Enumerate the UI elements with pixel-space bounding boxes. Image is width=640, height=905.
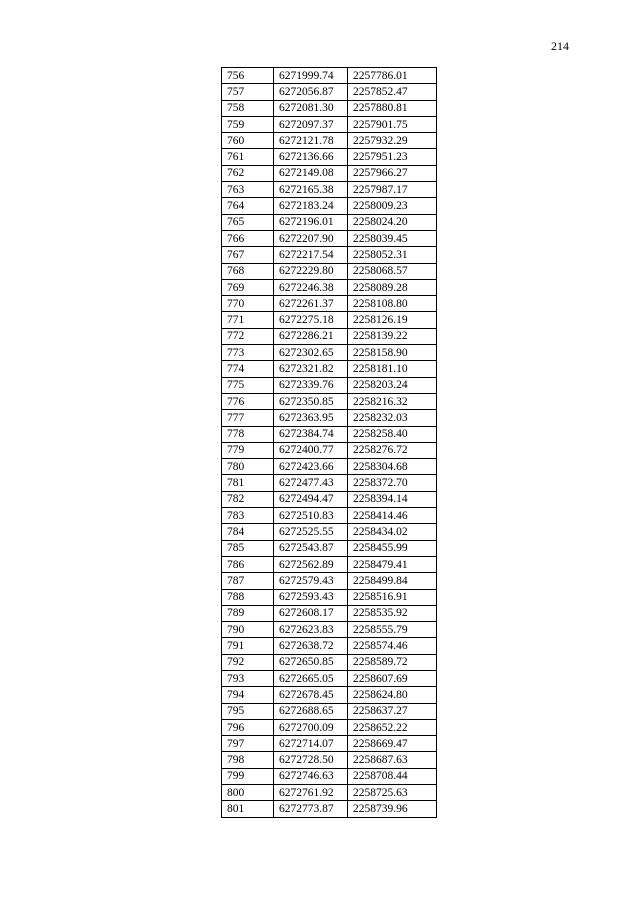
x-coordinate-cell: 6272136.66: [274, 149, 348, 165]
y-coordinate-cell: 2258725.63: [348, 785, 437, 801]
page-number: 214: [551, 39, 569, 53]
x-coordinate-cell: 6272183.24: [274, 198, 348, 214]
x-coordinate-cell: 6272363.95: [274, 410, 348, 426]
y-coordinate-cell: 2258158.90: [348, 345, 437, 361]
y-coordinate-cell: 2258068.57: [348, 263, 437, 279]
y-coordinate-cell: 2258108.80: [348, 296, 437, 312]
point-number-cell: 790: [222, 622, 274, 638]
table-row: [222, 785, 437, 801]
table-row: [222, 149, 437, 165]
x-coordinate-cell: 6272196.01: [274, 214, 348, 230]
point-number-cell: 780: [222, 459, 274, 475]
y-coordinate-cell: 2257880.81: [348, 100, 437, 116]
x-coordinate-cell: 6272608.17: [274, 605, 348, 621]
point-number-cell: 767: [222, 247, 274, 263]
table-row: [222, 312, 437, 328]
table-row: [222, 296, 437, 312]
y-coordinate-cell: 2258203.24: [348, 377, 437, 393]
table-row: [222, 116, 437, 132]
y-coordinate-cell: 2257951.23: [348, 149, 437, 165]
y-coordinate-cell: 2257852.47: [348, 84, 437, 100]
y-coordinate-cell: 2258414.46: [348, 508, 437, 524]
x-coordinate-cell: 6272623.83: [274, 622, 348, 638]
y-coordinate-cell: 2258652.22: [348, 719, 437, 735]
point-number-cell: 764: [222, 198, 274, 214]
point-number-cell: 795: [222, 703, 274, 719]
point-number-cell: 785: [222, 540, 274, 556]
table-row: [222, 459, 437, 475]
x-coordinate-cell: 6272275.18: [274, 312, 348, 328]
point-number-cell: 798: [222, 752, 274, 768]
table-row: [222, 133, 437, 149]
y-coordinate-cell: 2258479.41: [348, 556, 437, 572]
coordinates-table-body: [222, 68, 437, 818]
x-coordinate-cell: 6272543.87: [274, 540, 348, 556]
table-row: [222, 230, 437, 246]
point-number-cell: 757: [222, 84, 274, 100]
x-coordinate-cell: 6272350.85: [274, 393, 348, 409]
x-coordinate-cell: 6272494.47: [274, 491, 348, 507]
y-coordinate-cell: 2258589.72: [348, 654, 437, 670]
x-coordinate-cell: 6272056.87: [274, 84, 348, 100]
y-coordinate-cell: 2258394.14: [348, 491, 437, 507]
table-row: [222, 638, 437, 654]
point-number-cell: 800: [222, 785, 274, 801]
y-coordinate-cell: 2258089.28: [348, 279, 437, 295]
y-coordinate-cell: 2258499.84: [348, 573, 437, 589]
point-number-cell: 789: [222, 605, 274, 621]
x-coordinate-cell: 6272761.92: [274, 785, 348, 801]
y-coordinate-cell: 2257786.01: [348, 68, 437, 84]
table-row: [222, 556, 437, 572]
table-row: [222, 719, 437, 735]
point-number-cell: 760: [222, 133, 274, 149]
point-number-cell: 772: [222, 328, 274, 344]
table-row: [222, 361, 437, 377]
y-coordinate-cell: 2258455.99: [348, 540, 437, 556]
y-coordinate-cell: 2258434.02: [348, 524, 437, 540]
point-number-cell: 797: [222, 736, 274, 752]
point-number-cell: 768: [222, 263, 274, 279]
x-coordinate-cell: 6272321.82: [274, 361, 348, 377]
y-coordinate-cell: 2258669.47: [348, 736, 437, 752]
point-number-cell: 765: [222, 214, 274, 230]
y-coordinate-cell: 2258739.96: [348, 801, 437, 817]
point-number-cell: 770: [222, 296, 274, 312]
x-coordinate-cell: 6272261.37: [274, 296, 348, 312]
table-row: [222, 801, 437, 817]
point-number-cell: 783: [222, 508, 274, 524]
table-row: [222, 410, 437, 426]
point-number-cell: 769: [222, 279, 274, 295]
table-row: [222, 768, 437, 784]
table-row: [222, 589, 437, 605]
table-row: [222, 214, 437, 230]
table-row: [222, 393, 437, 409]
y-coordinate-cell: 2258052.31: [348, 247, 437, 263]
x-coordinate-cell: 6272579.43: [274, 573, 348, 589]
point-number-cell: 792: [222, 654, 274, 670]
x-coordinate-cell: 6271999.74: [274, 68, 348, 84]
point-number-cell: 766: [222, 230, 274, 246]
y-coordinate-cell: 2258276.72: [348, 442, 437, 458]
point-number-cell: 773: [222, 345, 274, 361]
table-row: [222, 247, 437, 263]
x-coordinate-cell: 6272121.78: [274, 133, 348, 149]
table-row: [222, 442, 437, 458]
table-row: [222, 752, 437, 768]
table-row: [222, 182, 437, 198]
y-coordinate-cell: 2258024.20: [348, 214, 437, 230]
y-coordinate-cell: 2258624.80: [348, 687, 437, 703]
y-coordinate-cell: 2258535.92: [348, 605, 437, 621]
x-coordinate-cell: 6272149.08: [274, 165, 348, 181]
table-row: [222, 670, 437, 686]
point-number-cell: 782: [222, 491, 274, 507]
table-row: [222, 345, 437, 361]
x-coordinate-cell: 6272525.55: [274, 524, 348, 540]
x-coordinate-cell: 6272302.65: [274, 345, 348, 361]
x-coordinate-cell: 6272773.87: [274, 801, 348, 817]
x-coordinate-cell: 6272728.50: [274, 752, 348, 768]
x-coordinate-cell: 6272700.09: [274, 719, 348, 735]
x-coordinate-cell: 6272593.43: [274, 589, 348, 605]
x-coordinate-cell: 6272400.77: [274, 442, 348, 458]
y-coordinate-cell: 2258555.79: [348, 622, 437, 638]
y-coordinate-cell: 2257987.17: [348, 182, 437, 198]
table-row: [222, 279, 437, 295]
x-coordinate-cell: 6272229.80: [274, 263, 348, 279]
point-number-cell: 794: [222, 687, 274, 703]
x-coordinate-cell: 6272510.83: [274, 508, 348, 524]
y-coordinate-cell: 2258687.63: [348, 752, 437, 768]
point-number-cell: 799: [222, 768, 274, 784]
y-coordinate-cell: 2258126.19: [348, 312, 437, 328]
table-row: [222, 100, 437, 116]
table-row: [222, 540, 437, 556]
y-coordinate-cell: 2258009.23: [348, 198, 437, 214]
point-number-cell: 776: [222, 393, 274, 409]
point-number-cell: 762: [222, 165, 274, 181]
table-row: [222, 687, 437, 703]
point-number-cell: 771: [222, 312, 274, 328]
y-coordinate-cell: 2258139.22: [348, 328, 437, 344]
x-coordinate-cell: 6272097.37: [274, 116, 348, 132]
x-coordinate-cell: 6272746.63: [274, 768, 348, 784]
table-row: [222, 524, 437, 540]
point-number-cell: 781: [222, 475, 274, 491]
y-coordinate-cell: 2258258.40: [348, 426, 437, 442]
point-number-cell: 761: [222, 149, 274, 165]
y-coordinate-cell: 2258607.69: [348, 670, 437, 686]
point-number-cell: 756: [222, 68, 274, 84]
table-row: [222, 573, 437, 589]
point-number-cell: 784: [222, 524, 274, 540]
y-coordinate-cell: 2258708.44: [348, 768, 437, 784]
point-number-cell: 793: [222, 670, 274, 686]
x-coordinate-cell: 6272688.65: [274, 703, 348, 719]
table-row: [222, 198, 437, 214]
y-coordinate-cell: 2258232.03: [348, 410, 437, 426]
table-row: [222, 328, 437, 344]
x-coordinate-cell: 6272638.72: [274, 638, 348, 654]
point-number-cell: 774: [222, 361, 274, 377]
point-number-cell: 758: [222, 100, 274, 116]
table-row: [222, 377, 437, 393]
point-number-cell: 786: [222, 556, 274, 572]
table-row: [222, 508, 437, 524]
table-row: [222, 703, 437, 719]
y-coordinate-cell: 2258574.46: [348, 638, 437, 654]
table-row: [222, 263, 437, 279]
table-row: [222, 654, 437, 670]
table-row: [222, 605, 437, 621]
point-number-cell: 801: [222, 801, 274, 817]
y-coordinate-cell: 2258216.32: [348, 393, 437, 409]
x-coordinate-cell: 6272217.54: [274, 247, 348, 263]
table-row: [222, 426, 437, 442]
point-number-cell: 779: [222, 442, 274, 458]
x-coordinate-cell: 6272384.74: [274, 426, 348, 442]
x-coordinate-cell: 6272665.05: [274, 670, 348, 686]
table-row: [222, 736, 437, 752]
point-number-cell: 791: [222, 638, 274, 654]
table-row: [222, 475, 437, 491]
y-coordinate-cell: 2258304.68: [348, 459, 437, 475]
y-coordinate-cell: 2257966.27: [348, 165, 437, 181]
y-coordinate-cell: 2258181.10: [348, 361, 437, 377]
x-coordinate-cell: 6272207.90: [274, 230, 348, 246]
point-number-cell: 777: [222, 410, 274, 426]
y-coordinate-cell: 2257901.75: [348, 116, 437, 132]
point-number-cell: 788: [222, 589, 274, 605]
point-number-cell: 759: [222, 116, 274, 132]
coordinates-table: [221, 67, 437, 818]
x-coordinate-cell: 6272714.07: [274, 736, 348, 752]
point-number-cell: 796: [222, 719, 274, 735]
y-coordinate-cell: 2258637.27: [348, 703, 437, 719]
table-row: [222, 84, 437, 100]
table-row: [222, 622, 437, 638]
x-coordinate-cell: 6272650.85: [274, 654, 348, 670]
point-number-cell: 778: [222, 426, 274, 442]
x-coordinate-cell: 6272286.21: [274, 328, 348, 344]
y-coordinate-cell: 2258516.91: [348, 589, 437, 605]
y-coordinate-cell: 2257932.29: [348, 133, 437, 149]
x-coordinate-cell: 6272165.38: [274, 182, 348, 198]
x-coordinate-cell: 6272477.43: [274, 475, 348, 491]
y-coordinate-cell: 2258039.45: [348, 230, 437, 246]
x-coordinate-cell: 6272081.30: [274, 100, 348, 116]
y-coordinate-cell: 2258372.70: [348, 475, 437, 491]
table-row: [222, 165, 437, 181]
x-coordinate-cell: 6272678.45: [274, 687, 348, 703]
x-coordinate-cell: 6272423.66: [274, 459, 348, 475]
point-number-cell: 787: [222, 573, 274, 589]
table-row: [222, 68, 437, 84]
point-number-cell: 763: [222, 182, 274, 198]
point-number-cell: 775: [222, 377, 274, 393]
table-row: [222, 491, 437, 507]
x-coordinate-cell: 6272562.89: [274, 556, 348, 572]
x-coordinate-cell: 6272339.76: [274, 377, 348, 393]
x-coordinate-cell: 6272246.38: [274, 279, 348, 295]
